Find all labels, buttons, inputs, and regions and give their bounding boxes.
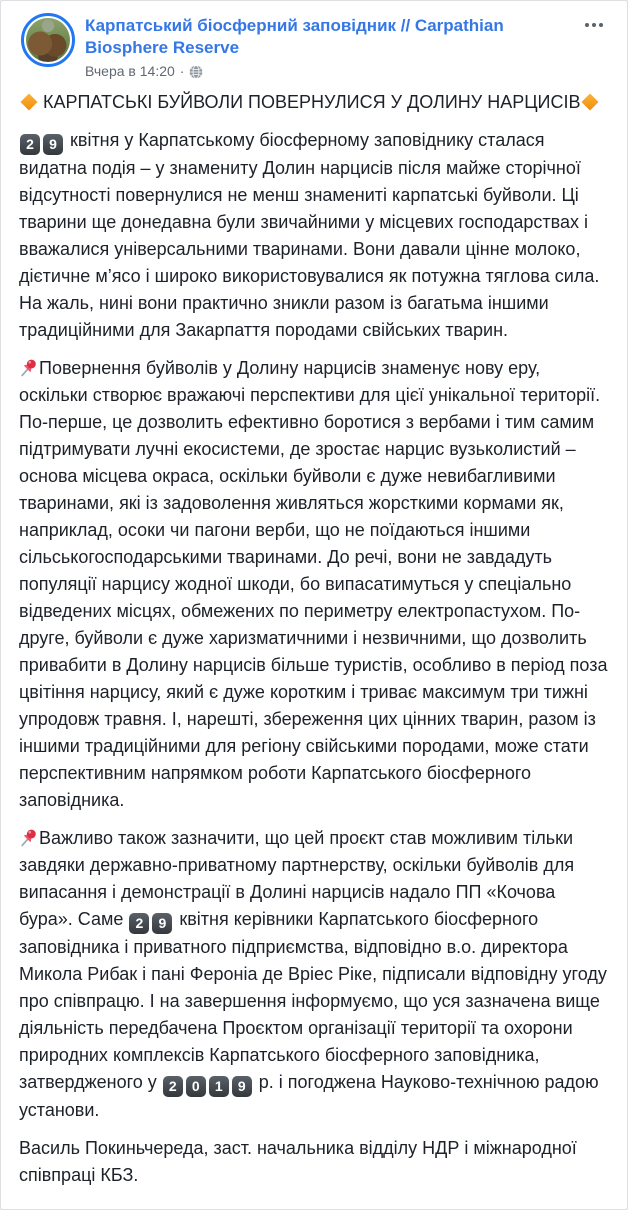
- orange-diamond-emoji: [582, 94, 599, 111]
- text-run: Важливо також зазначити, що цей проєкт став можливим тільки завдяки державно-приватному партнерству, оскільки буйволів для випасання і демонстрації в Долині нарцисів надало ПП «Кочова бура». Саме: [19, 828, 575, 929]
- keycap-digit-emoji: 2: [163, 1076, 183, 1097]
- keycap-digit-emoji: 1: [209, 1076, 229, 1097]
- post-meta[interactable]: [85, 63, 545, 80]
- post-paragraph-1: [19, 127, 611, 344]
- keycap-digit-emoji: 2: [129, 913, 149, 934]
- keycap-digit-emoji: 9: [43, 134, 63, 155]
- keycap-digit-emoji: 9: [152, 913, 172, 934]
- orange-diamond-emoji: [21, 94, 38, 111]
- red-pushpin-emoji: [19, 828, 38, 847]
- public-globe-icon: [189, 65, 203, 79]
- page-name-link[interactable]: Карпатський біосферний заповідник // Carpathian Biosphere Reserve: [85, 16, 504, 57]
- post-header: [1, 1, 627, 80]
- text-run: Василь Покиньчереда, заст. начальника відділу НДР і міжнародної співпраці КБЗ.: [19, 1138, 577, 1185]
- post-options-menu-icon[interactable]: [581, 19, 607, 31]
- keycap-digit-emoji: 0: [186, 1076, 206, 1097]
- page-avatar-photo: [26, 18, 70, 62]
- post-paragraph-3: [19, 825, 611, 1124]
- header-info: [85, 13, 545, 80]
- text-run: квітня керівники Карпатського біосферного заповідника і приватного підприємства, відповідно в.о. директора Микола Рибак і пані Фероніа де Вріес Ріке, підписали відповідну угоду про співпрацю. І на завершення інформуємо, що уся зазначена вище діяльність передбачена Проєктом організації території та охорони природних комплексів Карпатського біосферного заповідника, затвердженого у: [19, 909, 607, 1092]
- page-avatar[interactable]: [21, 13, 75, 67]
- text-run: квітня у Карпатському біосферному заповіднику сталася видатна подія – у знамениту Долин нарцисів після майже сторічної відсутності повернулися не менш знамениті карпатські буйволи. Ці тварини ще донедавна були звичайними у місцевих господарствах і вважалися універсальними тваринами. Вони давали цінне молоко, дієтичне м’ясо і широко використовувалися як потужна тяглова сила. На жаль, нині вони практично зникли разом із багатьма іншими традиційними для Закарпаття породами свійських тварин.: [19, 130, 600, 340]
- post-headline: [19, 89, 611, 116]
- post-text: [1, 80, 627, 1209]
- text-run: р. і погоджена Науково-технічною радою установи.: [19, 1072, 599, 1120]
- keycap-digit-emoji: 9: [232, 1076, 252, 1097]
- text-run: Повернення буйволів у Долину нарцисів знаменує нову еру, оскільки створює вражаючі перспективи для цієї унікальної території. По-перше, це дозволить ефективно боротися з вербами і тим самим підтримувати лучні екосистеми, де зростає нарцис вузьколистий – основа місцева окраса, оскільки буйволи є дуже невибагливими тваринами, які із задоволення живляться жорсткими кормами як, наприклад, осоки чи пагони верби, що не поїдаються іншими сільськогосподарськими тваринами. До речі, вони не завдадуть популяції нарцису жодної шкоди, бо випасатимуться у спеціально відведених місцях, обмежених по периметру електропастухом. По-друге, буйволи є дуже харизматичними і незвичними, що дозволить привабити в Долину нарцисів більше туристів, особливо в період поза цвітіння нарцису, який є дуже коротким і триває максимум три тижні упродовж травня. І, нарешті, збереження цих цінних тварин, разом із іншими традиційними для регіону свійськими породами, може стати перспективним напрямком роботи Карпатського біосферного заповідника.: [19, 358, 608, 810]
- post-timestamp[interactable]: Вчера в 14:20: [85, 63, 175, 79]
- keycap-digit-emoji: 2: [20, 134, 40, 155]
- post-paragraph-2: [19, 355, 611, 814]
- post-signature: [19, 1135, 611, 1189]
- red-pushpin-emoji: [19, 358, 38, 377]
- text-run: КАРПАТСЬКІ БУЙВОЛИ ПОВЕРНУЛИСЯ У ДОЛИНУ НАРЦИСІВ: [43, 92, 581, 112]
- meta-separator: ·: [179, 63, 185, 79]
